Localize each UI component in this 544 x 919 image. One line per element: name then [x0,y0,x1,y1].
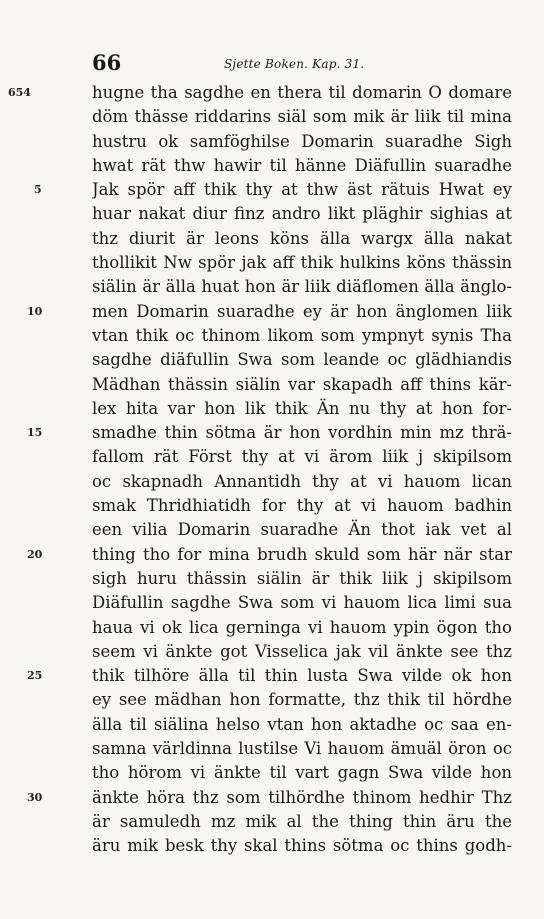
text-line [0,641,544,665]
line-text: haua vi ok lica gerninga vi hauom ypin ögon tho [92,617,512,637]
line-text: thz diurit är leons köns älla wargx älla nakat [92,228,512,248]
text-line [0,228,544,252]
text-line [0,811,544,835]
text-line [0,519,544,543]
line-text: är samuledh mz mik al the thing thin äru the [92,811,512,831]
text-line [0,203,544,227]
line-text: lex hita var hon lik thik Än nu thy at hon for- [92,398,512,418]
text-line [0,471,544,495]
text-line [0,665,544,689]
line-text: vtan thik oc thinom likom som ympnyt synis Tha [92,325,512,345]
line-text: fallom rät Först thy at vi ärom liik j skipilsom [92,447,512,467]
line-marker: 5 [34,183,42,197]
line-text: huar nakat diur finz andro likt pläghir sighias at [92,204,512,224]
line-marker: 30 [27,790,43,804]
line-text: smak Thridhiatidh for thy at vi hauom badhin [92,496,512,516]
line-text: Mädhan thässin siälin var skapadh aff thins kär- [92,374,512,394]
text-line [0,714,544,738]
text-line [0,179,544,203]
line-text: thing tho for mina brudh skuld som här när star [92,544,512,564]
text-line [0,495,544,519]
text-line [0,544,544,568]
text-line [0,568,544,592]
text-line [0,106,544,130]
line-text: tho hörom vi änkte til vart gagn Swa vilde hon [92,763,512,783]
text-line [0,325,544,349]
text-line [0,422,544,446]
page-number: 66 [92,50,122,75]
line-text: hwat rät thw hawir til hänne Diäfullin suaradhe [92,155,512,175]
line-text: Diäfullin sagdhe Swa som vi hauom lica limi sua [92,593,512,613]
text-line [0,762,544,786]
text-line [0,155,544,179]
line-text: döm thässe riddarins siäl som mik är liik til mina [92,107,512,127]
line-text: seem vi änkte got Visselica jak vil änkte see thz [92,641,512,661]
line-text: älla til siälina helso vtan hon aktadhe oc saa en- [92,714,512,734]
text-line [0,252,544,276]
text-line [0,787,544,811]
text-line [0,301,544,325]
line-text: oc skapnadh Annantidh thy at vi hauom lican [92,471,512,491]
text-line [0,131,544,155]
text-line [0,82,544,106]
text-line [0,689,544,713]
line-marker: 15 [27,426,43,440]
text-line [0,738,544,762]
text-line [0,349,544,373]
line-text: thollikit Nw spör jak aff thik hulkins köns thässin [92,253,512,273]
text-line [0,592,544,616]
text-line [0,446,544,470]
text-line [0,617,544,641]
page-header [0,50,544,80]
line-text: siälin är älla huat hon är liik diäflomen älla änglo- [92,277,512,297]
line-text: thik tilhöre älla til thin lusta Swa vilde ok hon [92,666,512,686]
line-text: sigh huru thässin siälin är thik liik j skipilsom [92,568,512,588]
line-text: samna världinna lustilse Vi hauom ämuäl öron oc [92,739,512,759]
line-text: änkte höra thz som tilhördhe thinom hedhir Thz [92,787,512,807]
text-line [0,276,544,300]
line-text: sagdhe diäfullin Swa som leande oc glädhiandis [92,350,512,370]
line-marker: 25 [27,669,43,683]
line-marker: 654 [8,86,31,99]
line-marker: 20 [27,547,43,561]
text-line [0,835,544,859]
line-text: smadhe thin sötma är hon vordhin min mz thrä- [92,423,512,443]
line-text: Jak spör aff thik thy at thw äst rätuis Hwat ey [92,180,512,200]
text-line [0,374,544,398]
line-text: hugne tha sagdhe en thera til domarin O domare [92,83,512,102]
line-text: een vilia Domarin suaradhe Än thot iak vet al [92,520,512,540]
line-text: äru mik besk thy skal thins sötma oc thins godh- [92,836,512,856]
line-text: hustru ok samföghilse Domarin suaradhe Sigh [92,131,512,151]
text-line [0,398,544,422]
line-text: ey see mädhan hon formatte, thz thik til hördhe [92,690,512,710]
text-body [0,82,544,860]
line-text: men Domarin suaradhe ey är hon änglomen liik [92,301,512,321]
running-head: Sjette Boken. Kap. 31. [224,57,365,71]
line-marker: 10 [27,304,43,318]
